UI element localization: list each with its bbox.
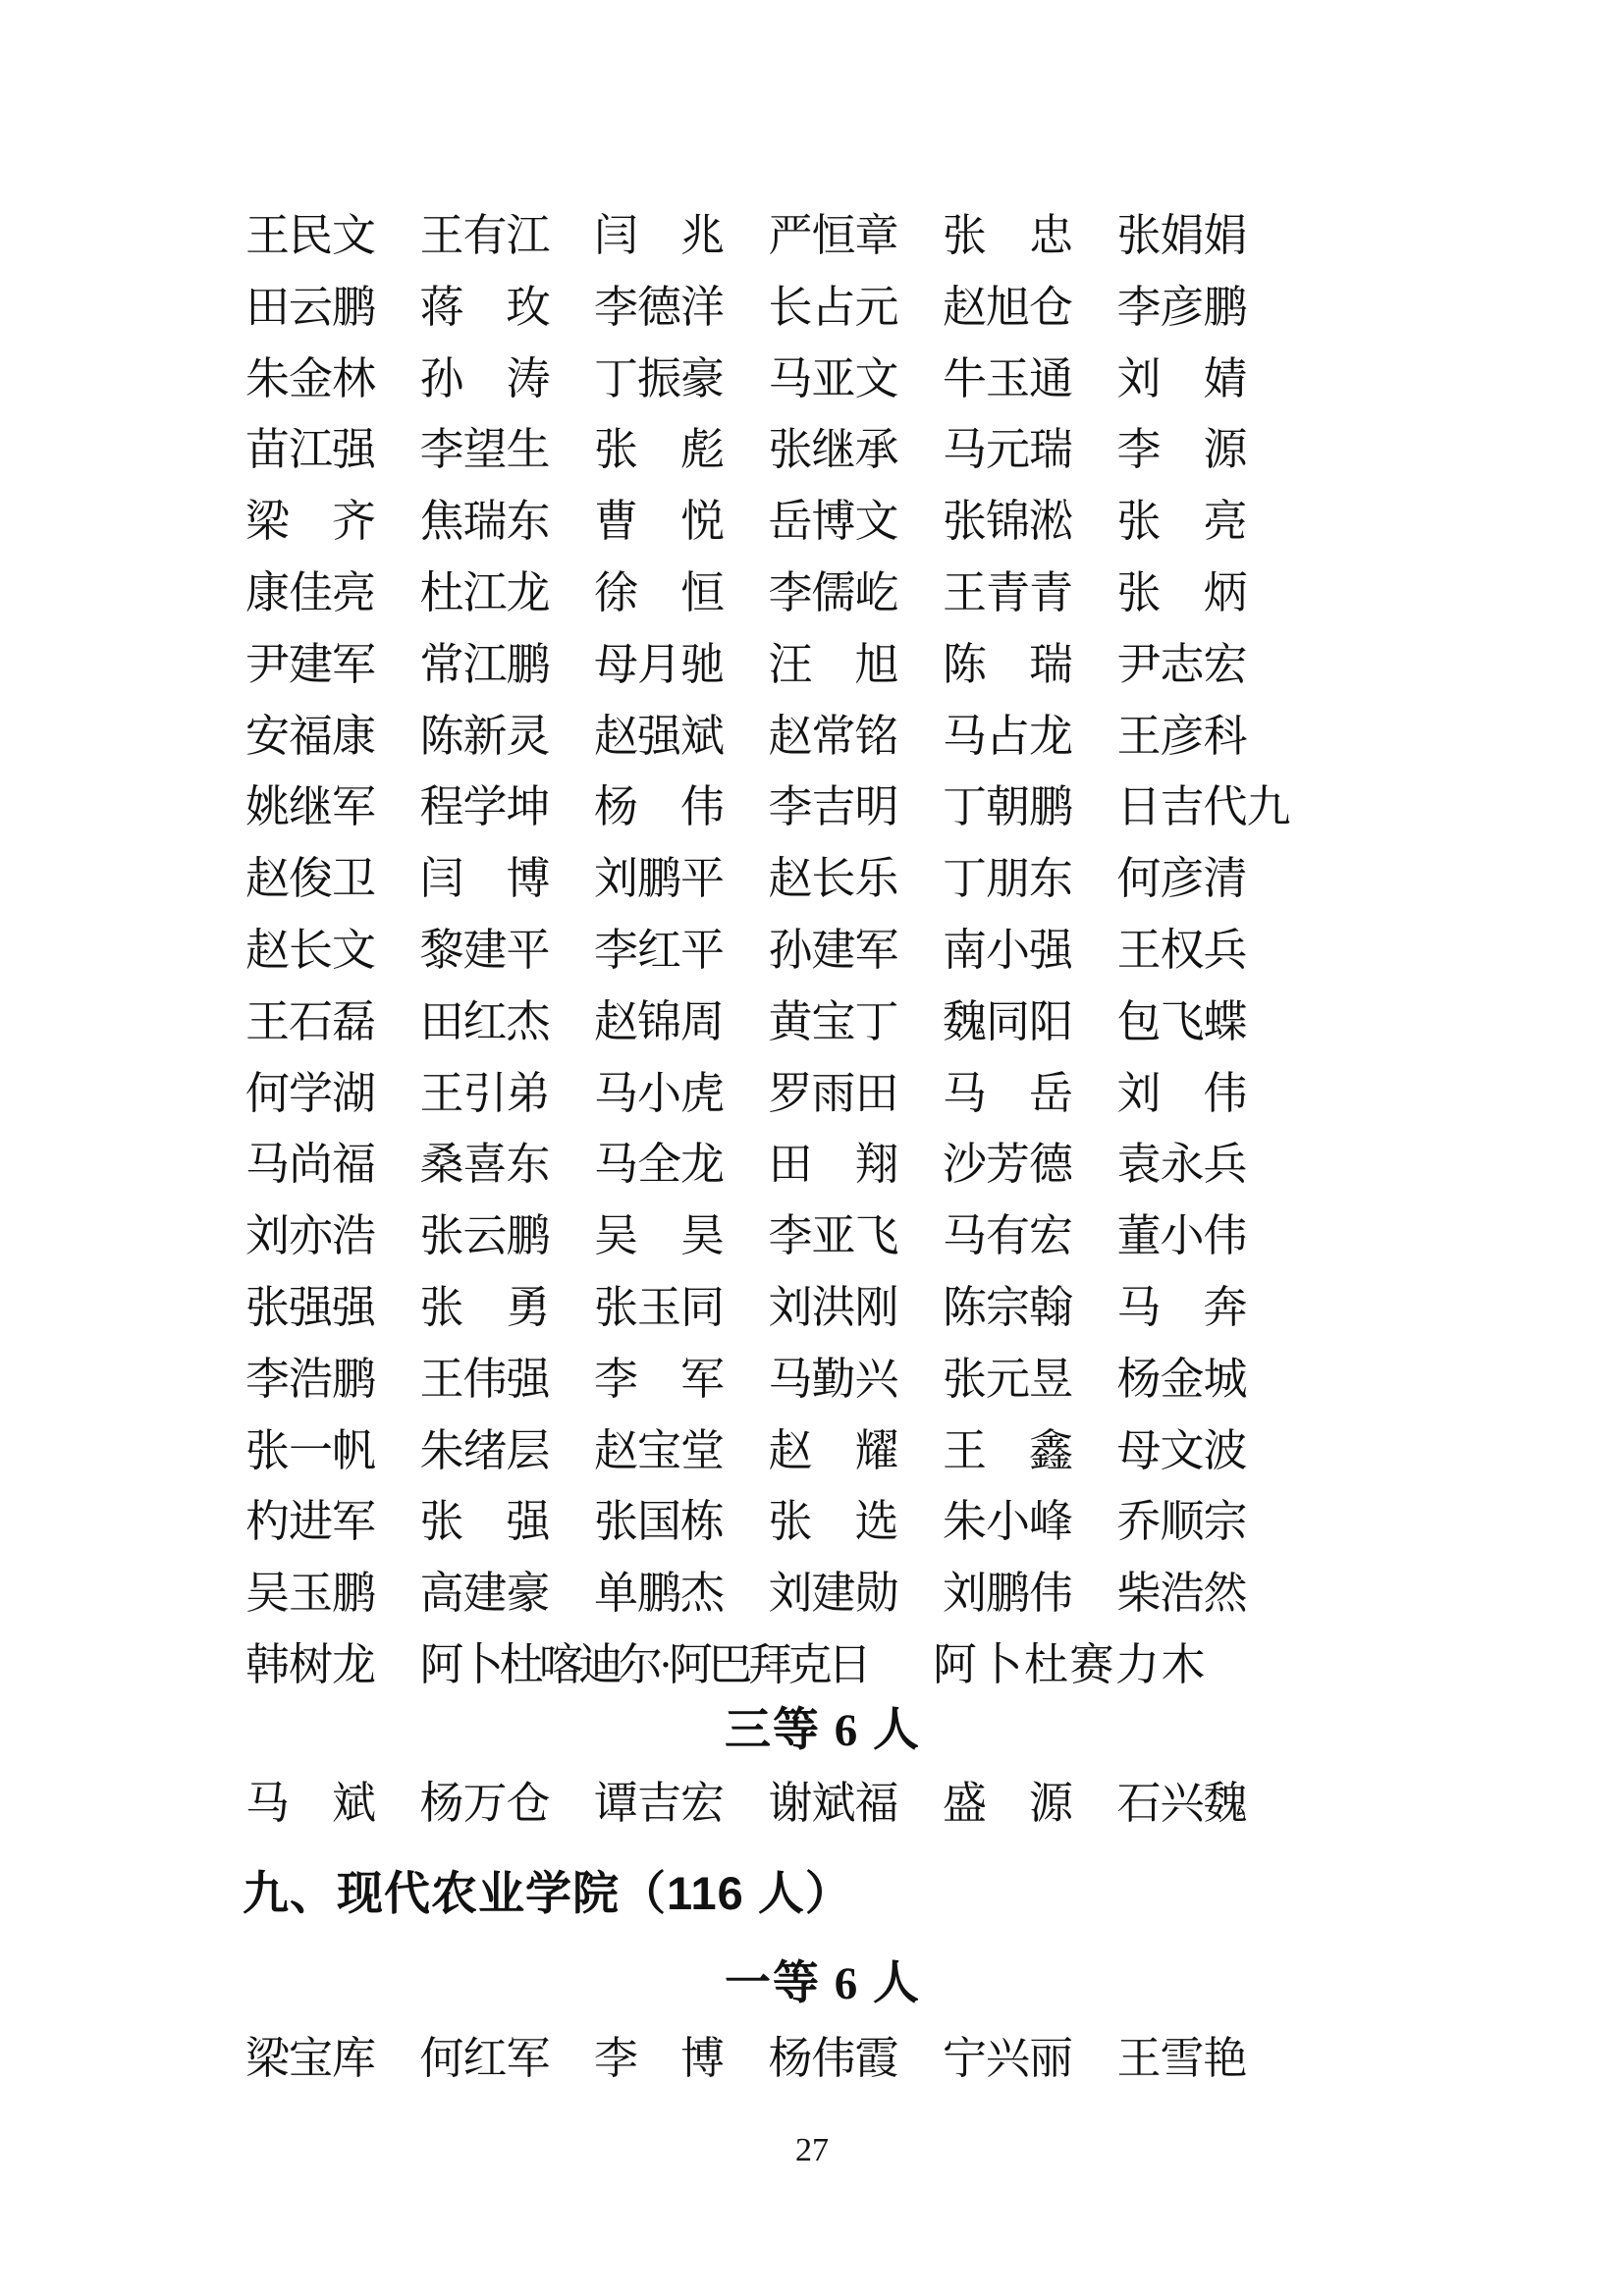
person-name: 盛 源 bbox=[943, 1779, 1073, 1828]
person-name: 程学坤 bbox=[419, 782, 550, 831]
person-name: 岳博文 bbox=[768, 497, 898, 546]
person-name: 赵宝堂 bbox=[594, 1426, 725, 1475]
person-name: 单鹏杰 bbox=[594, 1569, 725, 1618]
person-name: 阿卜杜赛力木 bbox=[933, 1640, 1208, 1689]
person-name: 刘 婧 bbox=[1116, 354, 1247, 403]
person-name: 王权兵 bbox=[1116, 926, 1247, 975]
person-name: 赵旭仓 bbox=[943, 283, 1073, 332]
person-name: 刘鹏平 bbox=[594, 854, 725, 903]
person-name: 刘亦浩 bbox=[245, 1211, 376, 1260]
person-name: 杨万仓 bbox=[419, 1779, 550, 1828]
person-name: 王引弟 bbox=[419, 1069, 550, 1118]
person-name: 张元昱 bbox=[943, 1355, 1073, 1404]
person-name: 田云鹏 bbox=[245, 283, 376, 332]
person-name: 杜江龙 bbox=[419, 568, 550, 617]
person-name: 何学湖 bbox=[245, 1069, 376, 1118]
person-name: 日吉代九 bbox=[1116, 782, 1290, 831]
person-name: 何红军 bbox=[419, 2034, 550, 2083]
person-name: 桑喜东 bbox=[419, 1140, 550, 1189]
person-name: 马 斌 bbox=[245, 1779, 376, 1828]
person-name: 王有江 bbox=[419, 211, 550, 260]
person-name: 吴玉鹏 bbox=[245, 1569, 376, 1618]
person-name: 张云鹏 bbox=[419, 1211, 550, 1260]
person-name: 王 鑫 bbox=[943, 1426, 1073, 1475]
person-name: 母文波 bbox=[1116, 1426, 1247, 1475]
person-name: 张锦淞 bbox=[943, 497, 1073, 546]
name-row bbox=[245, 354, 1248, 403]
college-section-header: 九、现代农业学院（116 人） bbox=[243, 1867, 852, 1919]
person-name: 汪 旭 bbox=[768, 640, 898, 689]
name-row bbox=[245, 1497, 1248, 1546]
name-row bbox=[245, 283, 1248, 332]
person-name: 李望生 bbox=[419, 425, 550, 474]
person-name: 王青青 bbox=[943, 568, 1073, 617]
tier1-section-header: 一等 6 人 bbox=[725, 1958, 921, 2009]
person-name: 阿卜杜喀迪尔·阿巴拜克日 bbox=[419, 1640, 868, 1689]
person-name: 尹志宏 bbox=[1116, 640, 1247, 689]
person-name: 张 彪 bbox=[594, 425, 725, 474]
person-name: 吴 昊 bbox=[594, 1211, 725, 1260]
person-name: 马 奔 bbox=[1116, 1283, 1247, 1332]
person-name: 朱小峰 bbox=[943, 1497, 1073, 1546]
person-name: 常江鹏 bbox=[419, 640, 550, 689]
person-name: 闫 博 bbox=[419, 854, 550, 903]
person-name: 马有宏 bbox=[943, 1211, 1073, 1260]
person-name: 田 翔 bbox=[768, 1140, 898, 1189]
person-name: 张 选 bbox=[768, 1497, 898, 1546]
person-name: 王民文 bbox=[245, 211, 376, 260]
person-name: 韩树龙 bbox=[245, 1640, 376, 1689]
person-name: 李亚飞 bbox=[768, 1211, 898, 1260]
tier3-name-row bbox=[245, 1779, 1248, 1828]
person-name: 丁振豪 bbox=[594, 354, 725, 403]
person-name: 董小伟 bbox=[1116, 1211, 1247, 1260]
person-name: 张一帆 bbox=[245, 1426, 376, 1475]
person-name: 梁 齐 bbox=[245, 497, 376, 546]
person-name: 丁朝鹏 bbox=[943, 782, 1073, 831]
person-name: 焦瑞东 bbox=[419, 497, 550, 546]
person-name: 李浩鹏 bbox=[245, 1355, 376, 1404]
person-name: 李 源 bbox=[1116, 425, 1247, 474]
person-name: 李 军 bbox=[594, 1355, 725, 1404]
person-name: 石兴魏 bbox=[1116, 1779, 1247, 1828]
tier1-name-row bbox=[245, 2034, 1248, 2083]
name-row bbox=[245, 497, 1248, 546]
person-name: 刘 伟 bbox=[1116, 1069, 1247, 1118]
name-row bbox=[245, 1140, 1248, 1189]
person-name: 张国栋 bbox=[594, 1497, 725, 1546]
person-name: 李德洋 bbox=[594, 283, 725, 332]
person-name: 蒋 玫 bbox=[419, 283, 550, 332]
person-name: 苗江强 bbox=[245, 425, 376, 474]
name-row bbox=[245, 425, 1248, 474]
person-name: 田红杰 bbox=[419, 997, 550, 1046]
person-name: 赵长文 bbox=[245, 926, 376, 975]
person-name: 孙建军 bbox=[768, 926, 898, 975]
name-row bbox=[245, 712, 1248, 761]
person-name: 王雪艳 bbox=[1116, 2034, 1247, 2083]
person-name: 谢斌福 bbox=[768, 1779, 898, 1828]
person-name: 陈 瑞 bbox=[943, 640, 1073, 689]
person-name: 刘建勋 bbox=[768, 1569, 898, 1618]
person-name: 乔顺宗 bbox=[1116, 1497, 1247, 1546]
person-name: 赵长乐 bbox=[768, 854, 898, 903]
person-name: 朱金林 bbox=[245, 354, 376, 403]
person-name: 高建豪 bbox=[419, 1569, 550, 1618]
person-name: 张玉同 bbox=[594, 1283, 725, 1332]
tier3-section-header: 三等 6 人 bbox=[725, 1705, 921, 1756]
person-name: 张继承 bbox=[768, 425, 898, 474]
person-name: 赵锦周 bbox=[594, 997, 725, 1046]
person-name: 张娟娟 bbox=[1116, 211, 1247, 260]
person-name: 张 忠 bbox=[943, 211, 1073, 260]
person-name: 赵常铭 bbox=[768, 712, 898, 761]
person-name: 马占龙 bbox=[943, 712, 1073, 761]
name-row bbox=[245, 211, 1248, 260]
person-name: 曹 悦 bbox=[594, 497, 725, 546]
person-name: 杓进军 bbox=[245, 1497, 376, 1546]
person-name: 安福康 bbox=[245, 712, 376, 761]
person-name: 马全龙 bbox=[594, 1140, 725, 1189]
person-name: 张 勇 bbox=[419, 1283, 550, 1332]
person-name: 李彦鹏 bbox=[1116, 283, 1247, 332]
person-name: 魏同阳 bbox=[943, 997, 1073, 1046]
person-name: 尹建军 bbox=[245, 640, 376, 689]
person-name: 张 亮 bbox=[1116, 497, 1247, 546]
person-name: 李红平 bbox=[594, 926, 725, 975]
name-row bbox=[245, 1283, 1248, 1332]
person-name: 徐 恒 bbox=[594, 568, 725, 617]
name-row bbox=[245, 1069, 1248, 1118]
name-row bbox=[245, 1355, 1248, 1404]
person-name: 谭吉宏 bbox=[594, 1779, 725, 1828]
person-name: 赵 耀 bbox=[768, 1426, 898, 1475]
person-name: 宁兴丽 bbox=[943, 2034, 1073, 2083]
page-number: 27 bbox=[795, 2132, 829, 2168]
person-name: 刘洪刚 bbox=[768, 1283, 898, 1332]
person-name: 丁朋东 bbox=[943, 854, 1073, 903]
person-name: 张强强 bbox=[245, 1283, 376, 1332]
person-name: 马 岳 bbox=[943, 1069, 1073, 1118]
person-name: 李吉明 bbox=[768, 782, 898, 831]
person-name: 李儒屹 bbox=[768, 568, 898, 617]
person-name: 长占元 bbox=[768, 283, 898, 332]
person-name: 包飞蝶 bbox=[1116, 997, 1247, 1046]
person-name: 柴浩然 bbox=[1116, 1569, 1247, 1618]
person-name: 陈新灵 bbox=[419, 712, 550, 761]
person-name: 张 强 bbox=[419, 1497, 550, 1546]
person-name: 康佳亮 bbox=[245, 568, 376, 617]
person-name: 张 炳 bbox=[1116, 568, 1247, 617]
name-row bbox=[245, 1211, 1248, 1260]
person-name: 马小虎 bbox=[594, 1069, 725, 1118]
name-row bbox=[245, 782, 1290, 831]
person-name: 马元瑞 bbox=[943, 425, 1073, 474]
person-name: 赵俊卫 bbox=[245, 854, 376, 903]
person-name: 何彦清 bbox=[1116, 854, 1247, 903]
person-name: 李 博 bbox=[594, 2034, 725, 2083]
person-name: 赵强斌 bbox=[594, 712, 725, 761]
person-name: 牛玉通 bbox=[943, 354, 1073, 403]
name-row bbox=[245, 640, 1248, 689]
person-name: 袁永兵 bbox=[1116, 1140, 1247, 1189]
person-name: 马尚福 bbox=[245, 1140, 376, 1189]
person-name: 黎建平 bbox=[419, 926, 550, 975]
person-name: 杨金城 bbox=[1116, 1355, 1247, 1404]
person-name: 刘鹏伟 bbox=[943, 1569, 1073, 1618]
person-name: 陈宗翰 bbox=[943, 1283, 1073, 1332]
person-name: 杨伟霞 bbox=[768, 2034, 898, 2083]
person-name: 马亚文 bbox=[768, 354, 898, 403]
person-name: 杨 伟 bbox=[594, 782, 725, 831]
person-name: 梁宝库 bbox=[245, 2034, 376, 2083]
name-row bbox=[245, 854, 1248, 903]
name-row bbox=[245, 1426, 1248, 1475]
person-name: 黄宝丁 bbox=[768, 997, 898, 1046]
person-name: 姚继军 bbox=[245, 782, 376, 831]
name-row bbox=[245, 1640, 1207, 1689]
person-name: 王伟强 bbox=[419, 1355, 550, 1404]
person-name: 母月驰 bbox=[594, 640, 725, 689]
person-name: 沙芳德 bbox=[943, 1140, 1073, 1189]
person-name: 严恒章 bbox=[768, 211, 898, 260]
person-name: 闫 兆 bbox=[594, 211, 725, 260]
person-name: 南小强 bbox=[943, 926, 1073, 975]
name-row bbox=[245, 926, 1248, 975]
person-name: 孙 涛 bbox=[419, 354, 550, 403]
person-name: 罗雨田 bbox=[768, 1069, 898, 1118]
person-name: 马勤兴 bbox=[768, 1355, 898, 1404]
person-name: 朱绪层 bbox=[419, 1426, 550, 1475]
name-row bbox=[245, 568, 1248, 617]
name-row bbox=[245, 1569, 1248, 1618]
person-name: 王石磊 bbox=[245, 997, 376, 1046]
person-name: 王彦科 bbox=[1116, 712, 1247, 761]
name-row bbox=[245, 997, 1248, 1046]
